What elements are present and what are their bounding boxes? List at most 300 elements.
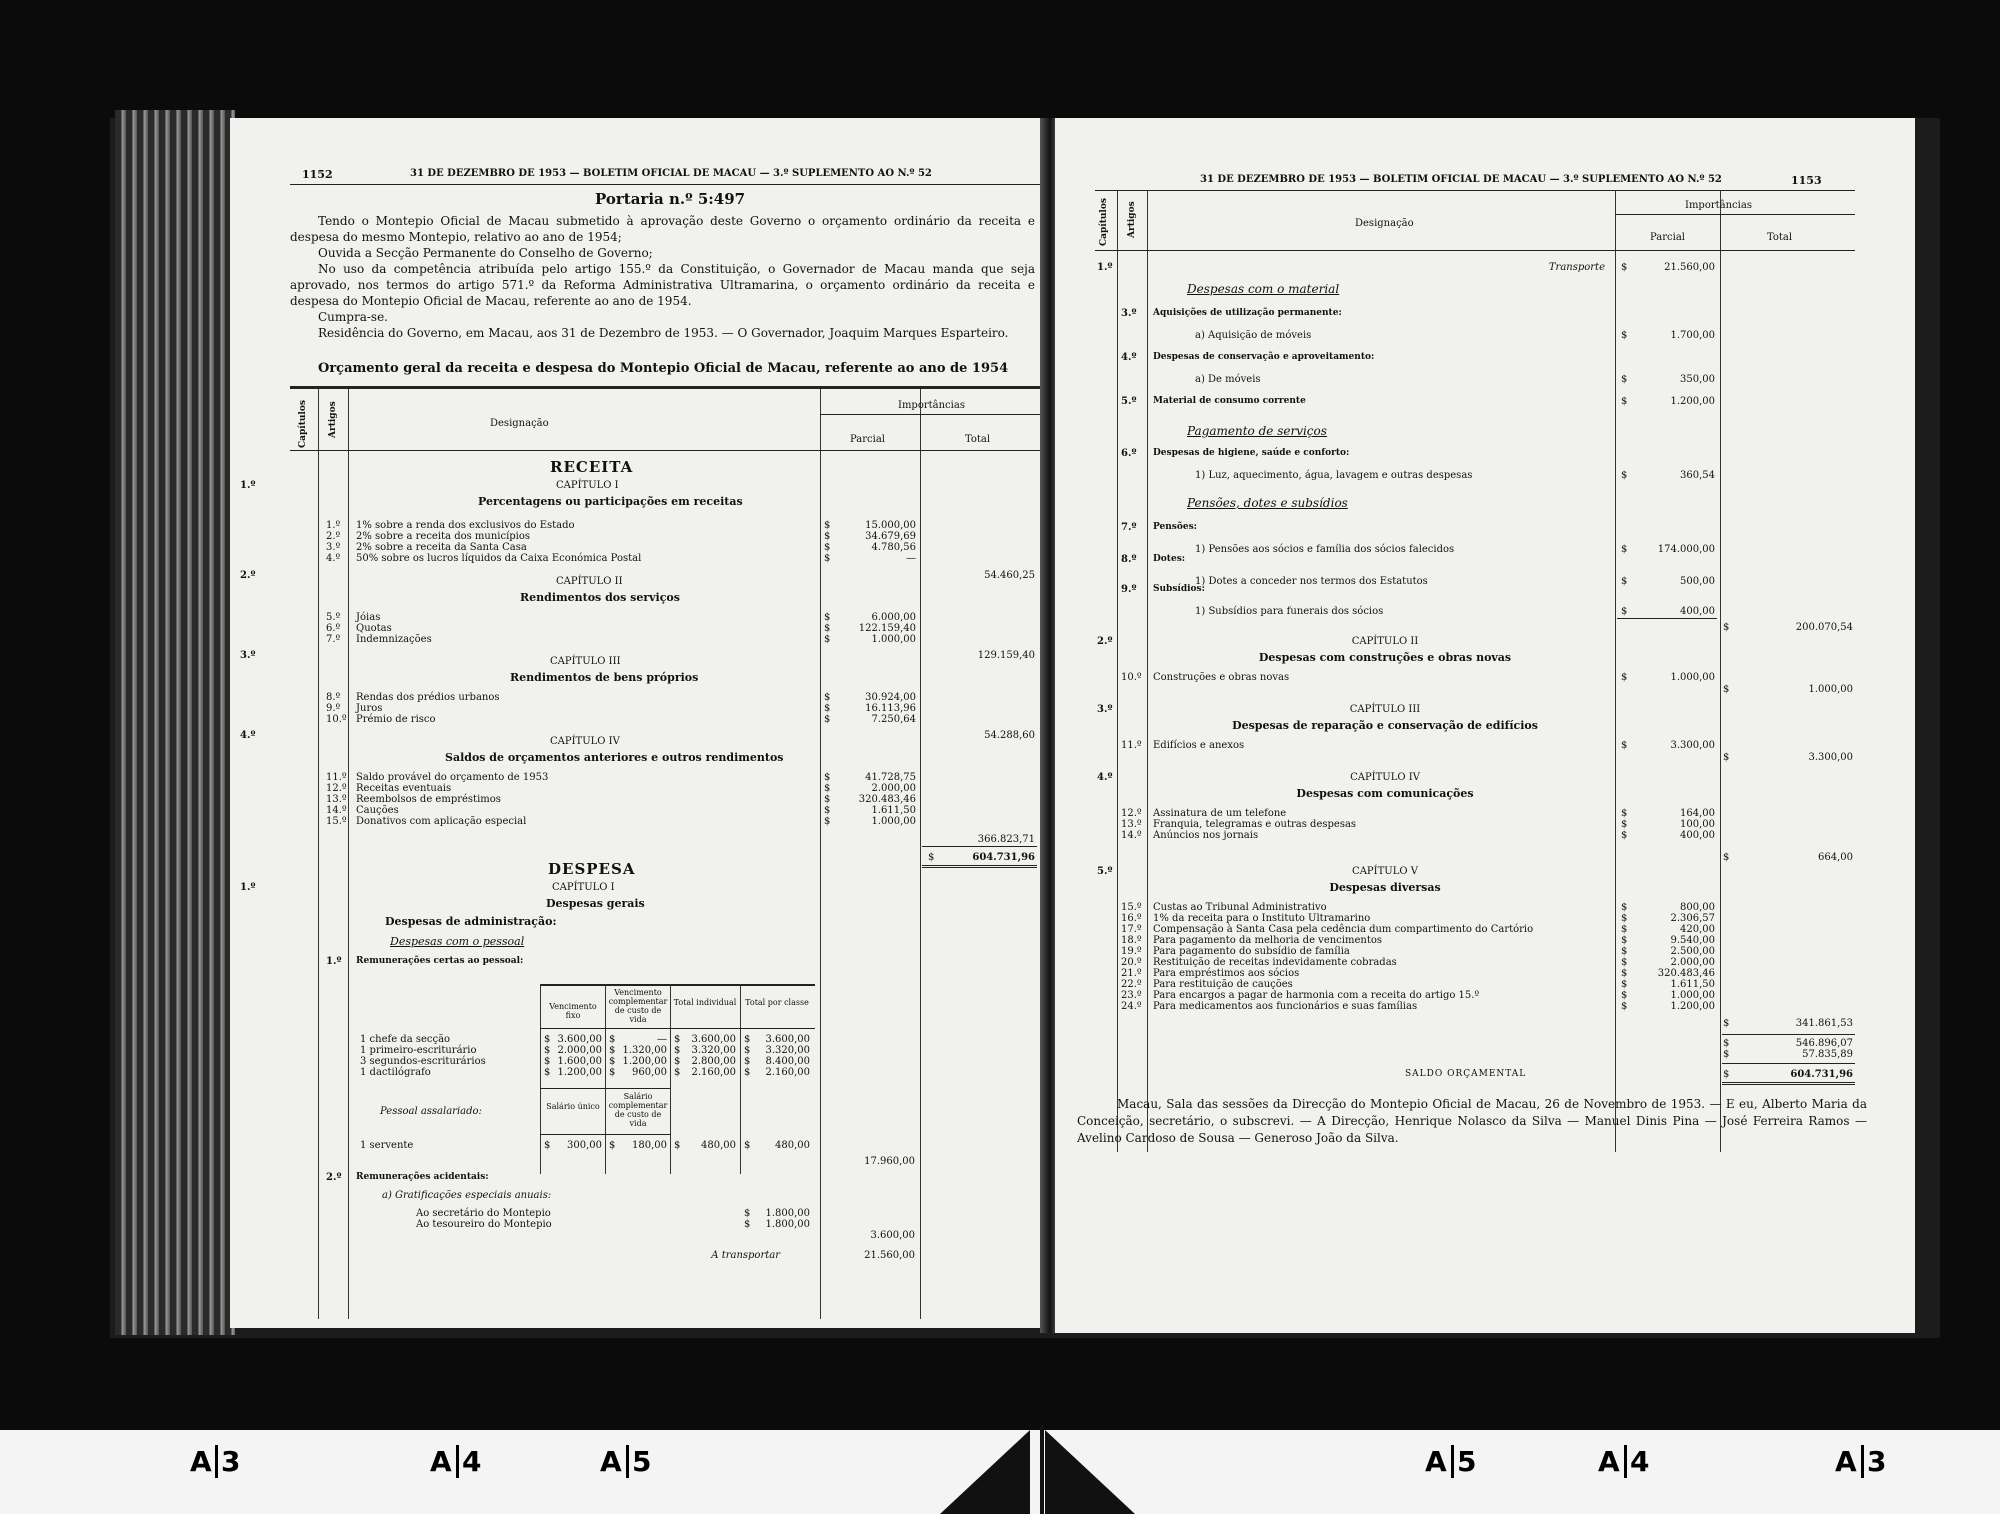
- article-number: 1.º: [326, 520, 341, 531]
- sum-2: 57.835,89: [1802, 1049, 1853, 1060]
- frame-marker: 4: [456, 1445, 481, 1478]
- currency-sign: $: [1621, 374, 1628, 385]
- admin-heading: Despesas de administração:: [385, 915, 557, 928]
- article-number: 12.º: [1121, 808, 1142, 819]
- row-value: 7.250,64: [871, 714, 916, 725]
- article-number: 2.º: [326, 531, 341, 542]
- row-value: 1.000,00: [871, 634, 916, 645]
- cap1-total: 200.070,54: [1795, 622, 1853, 633]
- chapter-total: 54.460,25: [984, 570, 1035, 581]
- chapter-total: 3.300,00: [1808, 752, 1853, 763]
- total-class: 3.320,00: [765, 1045, 810, 1056]
- row-value: 3.300,00: [1670, 740, 1715, 751]
- cap-number: 2.º: [1097, 636, 1113, 647]
- row-value: 320.483,46: [858, 794, 916, 805]
- portaria-title: Portaria n.º 5:497: [595, 190, 746, 208]
- row-value: 420,00: [1680, 924, 1715, 935]
- article-number: 5.º: [1121, 396, 1137, 407]
- staff-description: 1 chefe da secção: [360, 1034, 451, 1045]
- article-number: 21.º: [1121, 968, 1142, 979]
- chapter-title: Rendimentos de bens próprios: [510, 671, 699, 684]
- article-number: 24.º: [1121, 1001, 1142, 1012]
- article-number: 15.º: [326, 816, 347, 827]
- article-value: 1.700,00: [1670, 330, 1715, 341]
- currency-sign: $: [609, 1034, 616, 1045]
- para-4: Cumpra-se.: [318, 310, 388, 324]
- col-designacao: Designação: [490, 418, 549, 429]
- article-sub: a) Aquisição de móveis: [1195, 330, 1312, 341]
- row-value: 9.540,00: [1670, 935, 1715, 946]
- frame-marker: A: [1835, 1445, 1857, 1478]
- currency-sign: $: [744, 1056, 751, 1067]
- total-class: 3.600,00: [765, 1034, 810, 1045]
- frame-marker: 5: [626, 1445, 651, 1478]
- article-sub: 1) Luz, aquecimento, água, lavagem e outras despesas: [1195, 470, 1473, 481]
- row-description: 50% sobre os lucros líquidos da Caixa Económica Postal: [356, 553, 642, 564]
- col-capitulos: Capítulos: [1099, 198, 1109, 246]
- complement: 180,00: [632, 1140, 667, 1151]
- chapter-label: CAPÍTULO IV: [1350, 772, 1420, 783]
- chapter-total: 129.159,40: [977, 650, 1035, 661]
- cap-number: 3.º: [240, 650, 256, 661]
- fixed-salary: 1.200,00: [557, 1067, 602, 1078]
- currency-sign: $: [609, 1056, 616, 1067]
- total-individual: 3.600,00: [691, 1034, 736, 1045]
- col-importancias: Importâncias: [898, 400, 965, 411]
- row-description: Donativos com aplicação especial: [356, 816, 527, 827]
- currency-sign: $: [744, 1219, 751, 1230]
- currency-sign: $: [1621, 330, 1628, 341]
- currency-sign: $: [609, 1140, 616, 1151]
- article-number: 2.º: [326, 1172, 342, 1183]
- row-description: Reembolsos de empréstimos: [356, 794, 501, 805]
- rem-acid: Remunerações acidentais:: [356, 1172, 489, 1182]
- fixed-salary: 3.600,00: [557, 1034, 602, 1045]
- grat-value: 1.800,00: [765, 1219, 810, 1230]
- staff-description: 1 servente: [360, 1140, 414, 1151]
- article-number: 7.º: [1121, 522, 1137, 533]
- currency-sign: $: [1621, 1001, 1628, 1012]
- currency-sign: $: [744, 1034, 751, 1045]
- chapter-title: Despesas com comunicações: [1296, 787, 1474, 800]
- currency-sign: $: [1621, 990, 1628, 1001]
- row-description: Cauções: [356, 805, 399, 816]
- page-edges: [115, 110, 235, 1335]
- col-importancias: Importâncias: [1685, 200, 1752, 211]
- currency-sign: $: [544, 1067, 551, 1078]
- currency-sign: $: [544, 1056, 551, 1067]
- grat-description: Ao secretário do Montepio: [416, 1208, 551, 1219]
- right-page: 31 DE DEZEMBRO DE 1953 — BOLETIM OFICIAL DE MACAU — 3.º SUPLEMENTO AO N.º 52 1153 Capítulos Artigos Designação Importâncias Parcial Total 1.º Transporte $ 21.560,00 Despesas com o material 3.º Aquisições de utilização permanente: a) Aquisição de móveis $ 1.700,00 4.º Despesas de conservação e aproveitamento: a) De móveis $ 350,00 5.º Material de consumo corrente $ 1.200,00 6.º Despesas de higiene, saúde e conforto: 1) Luz, aquecimento, água, lavagem e outras despesas $ 360,54 7.º Pensões: 1) Pensões aos sócios e família dos sócios falecidos $ 174.000,00 8.º Dotes: 1) Dotes a conceder nos termos dos Estatutos $ 500,00 9.º Subsídios: 1) Subsídios para funerais dos sócios $ 400,00 Pagamento de serviços Pensões, dotes e subsídios $ 200.070,54 2.º CAPÍTULO II Despesas com construções e obras novas 10.º Construções e obras novas $ 1.000,00 $ 1.000,00 3.º CAPÍTULO III Despesas de reparação e conservação de edifícios 11.º Edifícios e anexos $ 3.300,00 $ 3.300,00 4.º CAPÍTULO IV Despesas com comunicações 12.º Assinatura de um telefone $ 164,00 13.º Franquia, telegramas e outras despesas $ 100,00 14.º Anúncios nos jornais $ 400,00 $ 664,00 5.º CAPÍTULO V Despesas diversas 15.º Custas ao Tribunal Administrativo $ 800,00 16.º 1% da receita para o Instituto Ultramarino $ 2.306,57 17.º Compensação à Santa Casa pela cedência dum compartimento do Cartório $ 420,00 18.º Para pagamento da melhoria de vencimentos $ 9.540,00 19.º Para pagamento do subsídio de família $ 2.500,00 20.º Restituição de receitas indevidamente cobradas $ 2.000,00 21.º Para empréstimos aos sócios $ 320.483,46 22.º Para restituição de cauções $ 1.611,50 23.º Para encargos a pagar de harmonia com a receita do artigo 15.º $ 1.000,00 24.º Para medicamentos aos funcionários e suas famílias $ 1.200,00 $ 341.861,53 $ 546.896,07 $ 57.835,89 SALDO ORÇAMENTAL $ 604.731,96 Macau, Sala das sessões da Direcção do Montepio Oficial de Macau, 26 de Novembro de 1953. — E eu, Alberto Maria da Conceição, secretário, o subscrevi. — A Direcção, Henrique Nolasco da Silva — Manuel Dinis Pina — José Ferreira Ramos — Avelino Cardoso de Sousa — Generoso João da Silva.: [1055, 118, 1915, 1333]
- assalariado-heading: Pessoal assalariado:: [380, 1106, 482, 1117]
- currency-sign: $: [1723, 852, 1730, 863]
- currency-sign: $: [1621, 979, 1628, 990]
- complement: —: [657, 1034, 667, 1045]
- chapter-label: CAPÍTULO III: [1349, 704, 1421, 715]
- currency-sign: $: [609, 1067, 616, 1078]
- article-number: 3.º: [1121, 308, 1137, 319]
- currency-sign: $: [1621, 544, 1628, 555]
- saldo-orcamental: SALDO ORÇAMENTAL: [1405, 1069, 1527, 1079]
- currency-sign: $: [1621, 830, 1628, 841]
- article-number: 5.º: [326, 612, 341, 623]
- row-value: —: [906, 553, 916, 564]
- row-value: 800,00: [1680, 902, 1715, 913]
- article-number: 11.º: [326, 772, 347, 783]
- article-number: 12.º: [326, 783, 347, 794]
- currency-sign: $: [744, 1067, 751, 1078]
- chapter-total: 1.000,00: [1808, 684, 1853, 695]
- currency-sign: $: [824, 714, 831, 725]
- article-number: 14.º: [326, 805, 347, 816]
- frame-marker: A: [1598, 1445, 1620, 1478]
- staff-description: 3 segundos-escriturários: [360, 1056, 486, 1067]
- cap-number: 1.º: [240, 882, 256, 893]
- row-value: 164,00: [1680, 808, 1715, 819]
- article-sub: 1) Pensões aos sócios e família dos sócios falecidos: [1195, 544, 1455, 555]
- row-description: Edifícios e anexos: [1153, 740, 1245, 751]
- para-5: Residência do Governo, em Macau, aos 31 de Dezembro de 1953. — O Governador, Joaquim Marques Esparteiro.: [318, 326, 1009, 340]
- row-value: 100,00: [1680, 819, 1715, 830]
- row-description: Para medicamentos aos funcionários e suas famílias: [1153, 1001, 1418, 1012]
- pensoes-heading: Pensões, dotes e subsídios: [1187, 496, 1348, 510]
- currency-sign: $: [1621, 808, 1628, 819]
- article-number: 20.º: [1121, 957, 1142, 968]
- chapter-title: Despesas com construções e obras novas: [1258, 651, 1512, 664]
- currency-sign: $: [1621, 924, 1628, 935]
- para-3: No uso da competência atribuída pelo artigo 155.º da Constituição, o Governador de Macau manda que seja aprovado, nos termos do artigo 571.º da Reforma Administrativa Ultramarina, o orçamento ordinário da receita e despesa do Montepio Oficial de Macau, referente ao ano de 1954.: [290, 262, 1035, 308]
- chapter-total: 54.288,60: [984, 730, 1035, 741]
- currency-sign: $: [824, 783, 831, 794]
- row-value: 400,00: [1680, 830, 1715, 841]
- row-description: 2% sobre a receita da Santa Casa: [356, 542, 527, 553]
- fixed-salary: 300,00: [567, 1140, 602, 1151]
- currency-sign: $: [1621, 935, 1628, 946]
- currency-sign: $: [1723, 684, 1730, 695]
- article-number: 9.º: [1121, 584, 1137, 595]
- article-value: 350,00: [1680, 374, 1715, 385]
- chapter-title: Percentagens ou participações em receitas: [478, 495, 743, 508]
- row-description: 1% sobre a renda dos exclusivos do Estado: [356, 520, 575, 531]
- transporte: Transporte: [1548, 262, 1605, 273]
- total-class: 8.400,00: [765, 1056, 810, 1067]
- currency-sign: $: [1621, 946, 1628, 957]
- row-description: Para restituição de cauções: [1153, 979, 1293, 990]
- row-value: 2.000,00: [871, 783, 916, 794]
- grand-total: 604.731,96: [1790, 1069, 1853, 1080]
- article-title: Dotes:: [1153, 554, 1186, 564]
- currency-sign: $: [674, 1140, 681, 1151]
- currency-sign: $: [824, 623, 831, 634]
- currency-sign: $: [744, 1208, 751, 1219]
- article-number: 9.º: [326, 703, 341, 714]
- article-title: Subsídios:: [1153, 584, 1205, 594]
- article-title: Despesas de conservação e aproveitamento:: [1153, 352, 1375, 362]
- currency-sign: $: [674, 1045, 681, 1056]
- currency-sign: $: [824, 805, 831, 816]
- row-description: Restituição de receitas indevidamente cobradas: [1153, 957, 1397, 968]
- a-transportar: A transportar: [711, 1250, 780, 1261]
- currency-sign: $: [824, 816, 831, 827]
- para-1: Tendo o Montepio Oficial de Macau submetido à aprovação deste Governo o orçamento ordinário da receita e despesa do mesmo Montepio, relativo ao ano de 1954;: [290, 214, 1035, 244]
- row-value: 2.000,00: [1670, 957, 1715, 968]
- row-value: 122.159,40: [858, 623, 916, 634]
- row-value: 1.611,50: [871, 805, 916, 816]
- currency-sign: $: [1621, 968, 1628, 979]
- sum-1: 546.896,07: [1795, 1038, 1853, 1049]
- left-page: 1152 31 DE DEZEMBRO DE 1953 — BOLETIM OFICIAL DE MACAU — 3.º SUPLEMENTO AO N.º 52 Portaria n.º 5:497 Tendo o Montepio Oficial de Macau submetido à aprovação deste Governo o orçamento ordinário da receita e despesa do mesmo Montepio, relativo ao ano de 1954; Ouvida a Secção Permanente do Conselho de Governo; No uso da competência atribuída pelo artigo 155.º da Constituição, o Governador de Macau manda que seja aprovado, nos termos do artigo 571.º da Reforma Administrativa Ultramarina, o orçamento ordinário da receita e despesa do Montepio Oficial de Macau, referente ao ano de 1954. Cumpra-se. Residência do Governo, em Macau, aos 31 de Dezembro de 1953. — O Governador, Joaquim Marques Esparteiro. Orçamento geral da receita e despesa do Montepio Oficial de Macau, referente ao ano de 1954 Capítulos Artigos Designação Importâncias Parcial Total RECEITA 1.º CAPÍTULO I Percentagens ou participações em receitas 1.º 1% sobre a renda dos exclusivos do Estado $ 15.000,00 2.º 2% sobre a receita dos municípios $ 34.679,69 3.º 2% sobre a receita da Santa Casa $ 4.780,56 4.º 50% sobre os lucros líquidos da Caixa Económica Postal $ — 54.460,25 2.º CAPÍTULO II Rendimentos dos serviços 5.º Jóias $ 6.000,00 6.º Quotas $ 122.159,40 7.º Indemnizações $ 1.000,00 129.159,40 3.º CAPÍTULO III Rendimentos de bens próprios 8.º Rendas dos prédios urbanos $ 30.924,00 9.º Juros $ 16.113,96 10.º Prémio de risco $ 7.250,64 54.288,60 4.º CAPÍTULO IV Saldos de orçamentos anteriores e outros rendimentos 11.º Saldo provável do orçamento de 1953 $ 41.728,75 12.º Receitas eventuais $ 2.000,00 13.º Reembolsos de empréstimos $ 320.483,46 14.º Cauções $ 1.611,50 15.º Donativos com aplicação especial $ 1.000,00 366.823,71 $ 604.731,96 DESPESA 1.º CAPÍTULO I Despesas gerais Despesas de administração: Despesas com o pessoal 1.º Remunerações certas ao pessoal: Vencimento fixo Vencimento complementar de custo de vida Total individual Total por classe 1 chefe da secção $ 3.600,00 $ — $ 3.600,00 $ 3.600,00 1 primeiro-escriturário $ 2.000,00 $ 1.320,00 $ 3.320,00 $ 3.320,00 3 segundos-escriturários $ 1.600,00 $ 1.200,00 $ 2.800,00 $ 8.400,00 1 dactilógrafo $ 1.200,00 $ 960,00 $ 2.160,00 $ 2.160,00 Pessoal assalariado: Salário único Salário complementar de custo de vida 1 servente $ 300,00 $ 180,00 $ 480,00 $ 480,00 17.960,00 2.º Remunerações acidentais: a) Gratificações especiais anuais: Ao secretário do Montepio $ 1.800,00 Ao tesoureiro do Montepio $ 1.800,00 3.600,00 A transportar 21.560,00: [230, 118, 1045, 1328]
- currency-sign: $: [544, 1045, 551, 1056]
- row-value: 15.000,00: [865, 520, 916, 531]
- cap-number: 1.º: [1097, 262, 1113, 273]
- row-value: 1.200,00: [1670, 1001, 1715, 1012]
- row-description: Construções e obras novas: [1153, 672, 1290, 683]
- currency-sign: $: [544, 1034, 551, 1045]
- frame-marker: 5: [1451, 1445, 1476, 1478]
- cap-number: 5.º: [1097, 866, 1113, 877]
- row-value: 41.728,75: [865, 772, 916, 783]
- rem-certas: Remunerações certas ao pessoal:: [356, 956, 524, 966]
- right-page-number: 1153: [1791, 174, 1822, 187]
- left-page-header: 31 DE DEZEMBRO DE 1953 — BOLETIM OFICIAL DE MACAU — 3.º SUPLEMENTO AO N.º 52: [410, 168, 932, 179]
- triangle-marker-right: [1045, 1430, 1135, 1514]
- chapter-title: Saldos de orçamentos anteriores e outros rendimentos: [445, 751, 784, 764]
- currency-sign: $: [1621, 913, 1628, 924]
- transporte-value: 21.560,00: [1664, 262, 1715, 273]
- grat-description: Ao tesoureiro do Montepio: [416, 1219, 552, 1230]
- frame-marker: A: [600, 1445, 622, 1478]
- row-description: 2% sobre a receita dos municípios: [356, 531, 531, 542]
- complement: 960,00: [632, 1067, 667, 1078]
- article-number: 6.º: [1121, 448, 1137, 459]
- article-sub: 1) Subsídios para funerais dos sócios: [1195, 606, 1384, 617]
- cap-number: 4.º: [240, 730, 256, 741]
- col-artigos: Artigos: [1127, 201, 1137, 238]
- article-value: 500,00: [1680, 576, 1715, 587]
- article-value: 174.000,00: [1657, 544, 1715, 555]
- currency-sign: $: [744, 1045, 751, 1056]
- article-number: 7.º: [326, 634, 341, 645]
- currency-sign: $: [674, 1056, 681, 1067]
- chapter-label: CAPÍTULO II: [556, 576, 623, 587]
- row-value: 34.679,69: [865, 531, 916, 542]
- cap-number: 4.º: [1097, 772, 1113, 783]
- currency-sign: $: [674, 1034, 681, 1045]
- article-value: 400,00: [1680, 606, 1715, 617]
- article-number: 10.º: [1121, 672, 1142, 683]
- currency-sign: $: [824, 542, 831, 553]
- row-value: 1.000,00: [1670, 990, 1715, 1001]
- col-capitulos: Capítulos: [298, 400, 308, 448]
- row-value: 30.924,00: [865, 692, 916, 703]
- sal-header: Total por classe: [745, 998, 809, 1007]
- row-description: Custas ao Tribunal Administrativo: [1153, 902, 1327, 913]
- frame-marker: A: [430, 1445, 452, 1478]
- staff-description: 1 primeiro-escriturário: [360, 1045, 477, 1056]
- a-transportar-value: 21.560,00: [864, 1250, 915, 1261]
- chapter-label: CAPÍTULO II: [1351, 636, 1419, 647]
- row-description: Assinatura de um telefone: [1153, 808, 1287, 819]
- chapter-title: Despesas de reparação e conservação de edifícios: [1232, 719, 1538, 732]
- article-number: 1.º: [326, 956, 342, 967]
- currency-sign: $: [674, 1067, 681, 1078]
- chapter-label: CAPÍTULO I: [552, 882, 615, 893]
- article-sub: a) De móveis: [1195, 374, 1261, 385]
- col-total: Total: [1767, 232, 1793, 243]
- article-number: 3.º: [326, 542, 341, 553]
- article-number: 19.º: [1121, 946, 1142, 957]
- row-value: 1.000,00: [1670, 672, 1715, 683]
- chapter-title: Rendimentos dos serviços: [520, 591, 680, 604]
- col-designacao: Designação: [1355, 218, 1414, 229]
- staff-description: 1 dactilógrafo: [360, 1067, 431, 1078]
- cap-number: 2.º: [240, 570, 256, 581]
- currency-sign: $: [1621, 902, 1628, 913]
- complement: 1.200,00: [622, 1056, 667, 1067]
- total-class: 2.160,00: [765, 1067, 810, 1078]
- material-heading: Despesas com o material: [1187, 282, 1340, 296]
- total-class: 480,00: [775, 1140, 810, 1151]
- row-value: 6.000,00: [871, 612, 916, 623]
- article-number: 13.º: [1121, 819, 1142, 830]
- row-description: Para empréstimos aos sócios: [1153, 968, 1300, 979]
- article-number: 15.º: [1121, 902, 1142, 913]
- article-number: 23.º: [1121, 990, 1142, 1001]
- article-number: 17.º: [1121, 924, 1142, 935]
- row-description: Anúncios nos jornais: [1153, 830, 1259, 841]
- row-value: 2.500,00: [1670, 946, 1715, 957]
- cap-number: 1.º: [240, 480, 256, 491]
- row-value: 16.113,96: [865, 703, 916, 714]
- row-description: Para encargos a pagar de harmonia com a receita do artigo 15.º: [1153, 990, 1480, 1001]
- total-individual: 3.320,00: [691, 1045, 736, 1056]
- row-description: Quotas: [356, 623, 392, 634]
- row-description: Receitas eventuais: [356, 783, 452, 794]
- article-number: 4.º: [326, 553, 341, 564]
- article-number: 16.º: [1121, 913, 1142, 924]
- row-description: Saldo provável do orçamento de 1953: [356, 772, 549, 783]
- article-number: 8.º: [326, 692, 341, 703]
- article-number: 6.º: [326, 623, 341, 634]
- frame-marker: A: [190, 1445, 212, 1478]
- row-value: 1.611,50: [1670, 979, 1715, 990]
- currency-sign: $: [1621, 470, 1628, 481]
- assal-header: Salário complementar de custo de vida: [608, 1092, 668, 1128]
- row-description: Para pagamento da melhoria de vencimentos: [1153, 935, 1382, 946]
- row-description: Indemnizações: [356, 634, 432, 645]
- budget-title: Orçamento geral da receita e despesa do Montepio Oficial de Macau, referente ao ano de 1954: [318, 361, 1009, 376]
- col-artigos: Artigos: [328, 401, 338, 438]
- chapter-total: 366.823,71: [977, 834, 1035, 845]
- sal-header: Vencimento complementar de custo de vida: [608, 988, 668, 1024]
- article-number: 18.º: [1121, 935, 1142, 946]
- row-description: Juros: [356, 703, 383, 714]
- grat-heading: a) Gratificações especiais anuais:: [382, 1190, 552, 1201]
- currency-sign: $: [1723, 752, 1730, 763]
- chapter-title: Despesas diversas: [1329, 881, 1441, 894]
- total-individual: 2.800,00: [691, 1056, 736, 1067]
- row-description: Franquia, telegramas e outras despesas: [1153, 819, 1357, 830]
- currency-sign: $: [1621, 576, 1628, 587]
- article-title: Aquisições de utilização permanente:: [1153, 308, 1342, 318]
- receita-heading: RECEITA: [550, 458, 634, 476]
- pessoal-heading: Despesas com o pessoal: [390, 935, 525, 948]
- currency-sign: $: [824, 612, 831, 623]
- row-value: 2.306,57: [1670, 913, 1715, 924]
- currency-sign: $: [824, 634, 831, 645]
- fixed-salary: 2.000,00: [557, 1045, 602, 1056]
- left-page-number: 1152: [302, 168, 333, 181]
- article-sub: 1) Dotes a conceder nos termos dos Estatutos: [1195, 576, 1428, 587]
- para-2: Ouvida a Secção Permanente do Conselho de Governo;: [318, 246, 653, 260]
- currency-sign: $: [1621, 740, 1628, 751]
- article-number: 4.º: [1121, 352, 1137, 363]
- sal-header: Total individual: [673, 998, 737, 1007]
- pessoal-total: 17.960,00: [864, 1156, 915, 1167]
- row-description: Prémio de risco: [356, 714, 436, 725]
- currency-sign: $: [824, 692, 831, 703]
- row-value: 4.780,56: [871, 542, 916, 553]
- chapter-total: 664,00: [1818, 852, 1853, 863]
- despesa-heading: DESPESA: [548, 860, 636, 878]
- row-description: Rendas dos prédios urbanos: [356, 692, 500, 703]
- chapter-label: CAPÍTULO IV: [550, 736, 620, 747]
- article-number: 11.º: [1121, 740, 1142, 751]
- currency-sign: $: [1621, 672, 1628, 683]
- article-title: Material de consumo corrente: [1153, 396, 1306, 406]
- col-parcial: Parcial: [1650, 232, 1685, 243]
- currency-sign: $: [824, 553, 831, 564]
- triangle-marker-left: [940, 1430, 1030, 1514]
- row-description: Compensação à Santa Casa pela cedência dum compartimento do Cartório: [1153, 924, 1534, 935]
- article-number: 22.º: [1121, 979, 1142, 990]
- currency-sign: $: [824, 772, 831, 783]
- col-parcial: Parcial: [850, 434, 885, 445]
- article-value: 360,54: [1680, 470, 1715, 481]
- article-number: 13.º: [326, 794, 347, 805]
- row-description: Jóias: [356, 612, 381, 623]
- frame-marker: 3: [1861, 1445, 1886, 1478]
- row-description: 1% da receita para o Instituto Ultramarino: [1153, 913, 1371, 924]
- article-title: Pensões:: [1153, 522, 1197, 532]
- article-number: 10.º: [326, 714, 347, 725]
- fixed-salary: 1.600,00: [557, 1056, 602, 1067]
- complement: 1.320,00: [622, 1045, 667, 1056]
- row-description: Para pagamento do subsídio de família: [1153, 946, 1350, 957]
- article-value: 1.200,00: [1670, 396, 1715, 407]
- col-total: Total: [965, 434, 991, 445]
- currency-sign: $: [1621, 606, 1628, 617]
- chapter-total: 341.861,53: [1795, 1018, 1853, 1029]
- closing-paragraph: Macau, Sala das sessões da Direcção do Montepio Oficial de Macau, 26 de Novembro de 1953. — E eu, Alberto Maria da Conceição, secretário, o subscrevi. — A Direcção, Henrique Nolasco da Silva — Manuel Dinis Pina — José Ferreira Ramos — Avelino Cardoso de Sousa — Generoso João da Silva.: [1077, 1097, 1867, 1145]
- servicos-heading: Pagamento de serviços: [1187, 424, 1327, 438]
- frame-marker: 4: [1624, 1445, 1649, 1478]
- currency-sign: $: [824, 520, 831, 531]
- currency-sign: $: [824, 703, 831, 714]
- currency-sign: $: [1723, 1018, 1730, 1029]
- grat-total: 3.600,00: [870, 1230, 915, 1241]
- total-individual: 480,00: [701, 1140, 736, 1151]
- article-title: Despesas de higiene, saúde e conforto:: [1153, 448, 1350, 458]
- currency-sign: $: [824, 794, 831, 805]
- currency-sign: $: [1621, 396, 1628, 407]
- receita-total: 604.731,96: [972, 852, 1035, 863]
- chapter-label: CAPÍTULO I: [556, 480, 619, 491]
- sal-header: Vencimento fixo: [549, 1002, 597, 1020]
- article-number: 14.º: [1121, 830, 1142, 841]
- article-number: 8.º: [1121, 554, 1137, 565]
- frame-marker: 3: [215, 1445, 240, 1478]
